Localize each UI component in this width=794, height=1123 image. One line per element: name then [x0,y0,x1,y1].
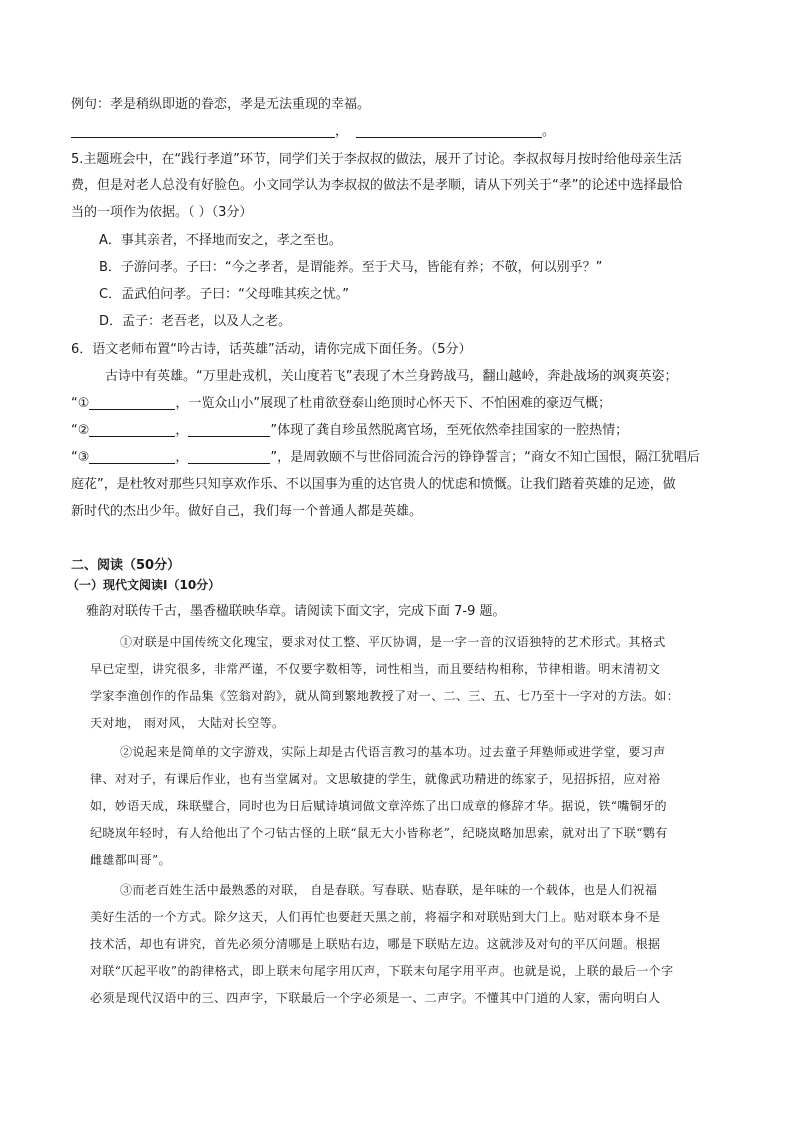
q6-para-line-4: “③ ， ”，是周敦颐不与世俗同流合污的铮铮誓言；“商女不知亡国恨，隔江犹唱后 [71,450,700,465]
fill-blank-3a[interactable] [89,449,175,464]
passage-p1-line-3: 学家李渔创作的作品集《笠翁对韵》，就从简到繁地教授了对一、二、三、五、七乃至十一字对的方法。如： [90,689,680,703]
q6-para-line-1: 古诗中有英雄。“万里赴戎机，关山度若飞”表现了木兰身跨战马，翻山越岭，奔赴战场的飒爽英姿； [105,369,678,384]
passage-p1-line-2: 早已定型，讲究很多，非常严谨，不仅要字数相等，词性相当，而且要结构相称，节律相谐。明末清初文 [90,662,661,676]
passage-p2-line-5: 雌雄都叫哥”。 [90,853,171,867]
passage-p1-line-4: 天对地， 雨对风， 大陆对长空等。 [90,716,285,730]
passage-p3-line-5: 必须是现代汉语中的三、四声字，下联最后一个字必须是一、二声字。不懂其中门道的人家，需向明白人 [90,991,661,1005]
reading-intro: 雅韵对联传千古，墨香楹联映华章。请阅读下面文字，完成下面 7-9 题。 [86,604,506,619]
fill-blank-3b[interactable] [188,449,270,464]
q6-para-line-3: “② ， ”体现了龚自珍虽然脱离官场，至死依然牵挂国家的一腔热情； [71,423,629,438]
passage-p3-line-2: 美好生活的一个方式。除夕这天，人们再忙也要赶天黑之前，将福字和对联贴到大门上。贴对联本身不是 [90,910,661,924]
q5-option-d[interactable]: D．孟子：老吾老，以及人之老。 [99,314,292,329]
answer-blank-1[interactable] [71,123,335,138]
section-title: 二、阅读（50分） [71,558,181,573]
q5-stem-line-1: 5.主题班会中，在“践行孝道”环节，同学们关于李叔叔的做法，展开了讨论。李叔叔每月按时给他母亲生活 [71,152,682,167]
passage-p2-line-2: 律、对对子，有课后作业，也有当堂属对。文思敏捷的学生，就像武功精进的练家子，见招拆招，应对裕 [90,772,661,786]
period: 。 [542,124,556,139]
answer-blank-2[interactable] [356,123,542,138]
q6-stem: 6．语文老师布置“吟古诗，话英雄”活动，请你完成下面任务。（5分） [71,342,472,357]
passage-p2-line-1: ②说起来是简单的文字游戏，实际上却是古代语言教习的基本功。过去童子拜塾师或进学堂，要习声 [120,745,666,759]
passage-p2-line-4: 纪晓岚年轻时，有人给他出了个刁钻古怪的上联“鼠无大小皆称老”，纪晓岚略加思索，就对出了下联“鹦有 [90,826,668,840]
example-answer-line [71,122,555,142]
subsection-title: （一）现代文阅读Ⅰ（10分） [67,578,221,592]
passage-p3-line-1: ③而老百姓生活中最熟悉的对联， 自是春联。写春联、贴春联，是年味的一个载体，也是人们祝福 [120,883,658,897]
example-sentence: 例句：孝是稍纵即逝的眷恋，孝是无法重现的幸福。 [71,97,371,112]
q5-option-a[interactable]: A．事其亲者，不择地而安之，孝之至也。 [99,233,342,248]
fill-blank-1[interactable] [89,395,175,410]
q5-stem-line-2: 费，但是对老人总没有好脸色。小文同学认为李叔叔的做法不是孝顺，请从下列关于“孝”的论述中选择最恰 [71,178,683,193]
passage-p1-line-1: ①对联是中国传统文化瑰宝，要求对仗工整、平仄协调，是一字一音的汉语独特的艺术形式。其格式 [120,635,666,649]
passage-p3-line-3: 技术活，却也有讲究，首先必须分清哪是上联贴右边，哪是下联贴左边。这就涉及对句的平仄问题。根据 [90,937,661,951]
passage-p3-line-4: 对联“仄起平收”的韵律格式，即上联末句尾字用仄声，下联末句尾字用平声。也就是说，上联的最后一个字 [90,964,674,978]
q6-para-line-5: 庭花”，是杜牧对那些只知享欢作乐、不以国事为重的达官贵人的忧虑和愤慨。让我们踏着英雄的足迹，做 [71,477,676,492]
q5-stem-line-3: 当的一项作为依据。（ ）（3分） [71,205,253,220]
q6-para-line-2: “① ，一览众山小”展现了杜甫欲登泰山绝顶时心怀天下、不怕困难的豪迈气概； [71,396,612,411]
q6-para-line-6: 新时代的杰出少年。做好自己，我们每一个普通人都是英雄。 [71,504,423,519]
passage-p2-line-3: 如，妙语天成，珠联璧合，同时也为日后赋诗填词做文章淬炼了出口成章的修辞才华。据说，铁“嘴铜牙的 [90,799,667,813]
fill-blank-2a[interactable] [89,422,175,437]
q5-option-c[interactable]: C．孟武伯问孝。子曰：“父母唯其疾之忧。” [99,287,350,302]
fill-blank-2b[interactable] [188,422,270,437]
q5-option-b[interactable]: B．子游问孝。子曰：“今之孝者，是谓能养。至于犬马，皆能有养；不敬，何以别乎？” [99,260,603,275]
separator: ， [335,124,349,139]
